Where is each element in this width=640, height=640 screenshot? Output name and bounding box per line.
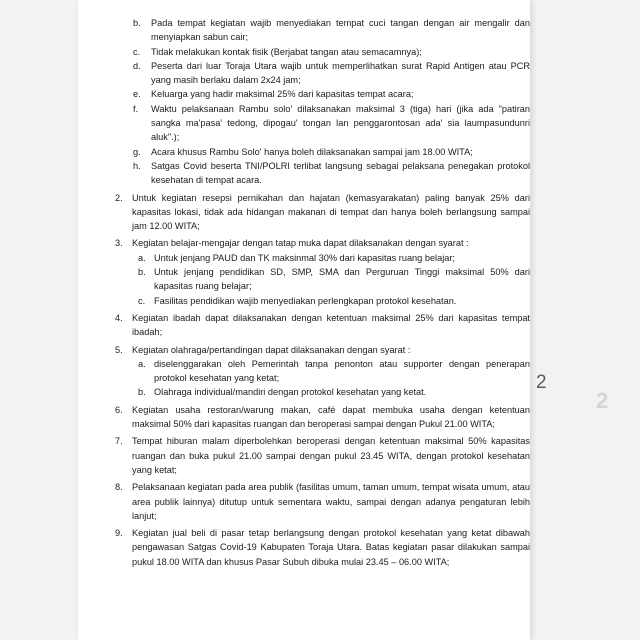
list-item-h: h. Satgas Covid beserta TNI/POLRI terlibat langsung sebagai pelaksana penegakan protokol kesehatan di tempat acara. [133, 160, 530, 186]
document-body [78, 16, 530, 569]
list-item-f: f. Waktu pelaksanaan Rambu solo' dilaksanakan maksimal 3 (tiga) hari (jika ada "patiran sangka ma'pasa' tedong, dipogau' tongan lan penggarontosan ada' sia laumpasundunri aluk".); [133, 103, 530, 143]
page-number: 2 [536, 372, 547, 393]
list-item-5: 5. Kegiatan olahraga/pertandingan dapat dilaksanakan dengan syarat : [115, 344, 411, 355]
list-item-2: 2. Untuk kegiatan resepsi pernikahan dan hajatan (kemasyarakatan) paling banyak 25% dari kapasitas lokasi, tidak ada hidangan makanan di tempat dan hanya boleh berlangsung sampai jam 12.00 WITA; [115, 192, 530, 232]
list-item-e: e. Keluarga yang hadir maksimal 25% dari kapasitas tempat acara; [133, 89, 414, 100]
list-item-8: 8. Pelaksanaan kegiatan pada area publik (fasilitas umum, taman umum, tempat wisata umum, atau area publik lainnya) ditutup untuk sementara waktu, sampai dengan adanya pengaturan lebih lanjut; [115, 482, 530, 521]
document-page [78, 0, 530, 640]
list-item-5a: a. diselenggarakan oleh Pemerintah tanpa penonton atau supporter dengan penerapan protokol kesehatan yang ketat; [138, 358, 530, 384]
list-item-3b: b. Untuk jenjang pendidikan SD, SMP, SMA dan Perguruan Tinggi maksimal 50% dari kapasitas ruang belajar; [138, 267, 530, 292]
list-item-6: 6. Kegiatan usaha restoran/warung makan, café dapat membuka usaha dengan ketentuan maksimal 50% dari kapasitas ruangan dan beroperasi sampai dengan Pukul 21.00 WITA; [115, 404, 530, 430]
list-item-3: 3. Kegiatan belajar-mengajar dengan tatap muka dapat dilaksanakan dengan syarat : [115, 238, 469, 249]
page-number-shadow: 2 [596, 388, 609, 413]
list-item-5b: b. Olahraga individual/mandiri dengan protokol kesehatan yang ketat. [138, 387, 427, 398]
list-item-7: 7. Tempat hiburan malam diperbolehkan beroperasi dengan ketentuan maksimal 50% kapasitas ruangan dan buka pukul 21.00 sampai dengan pukul 23.45 WITA, dengan protokol kesehatan yang ketat; [115, 436, 530, 475]
list-item-c: c. Tidak melakukan kontak fisik (Berjabat tangan atau semacamnya); [133, 46, 422, 57]
list-item-3c: c. Fasilitas pendidikan wajib menyediakan perlengkapan protokol kesehatan. [138, 295, 457, 306]
list-item-4: 4. Kegiatan ibadah dapat dilaksanakan dengan ketentuan maksimal 25% dari kapasitas tempat ibadah; [115, 312, 530, 338]
list-item-3a: a. Untuk jenjang PAUD dan TK maksinmal 30% dari kapasitas ruang belajar; [138, 252, 455, 263]
list-item-9: 9. Kegiatan jual beli di pasar tetap berlangsung dengan protokol kesehatan yang ketat dibawah pengawasan Satgas Covid-19 Kabupaten Toraja Utara. Batas kegiatan pasar dilakukan sampai pukul 18.00 WITA dan khusus Pasar Subuh dibuka mulai 23.45 – 06.00 WITA; [115, 528, 530, 567]
list-item-b: b. Pada tempat kegiatan wajib menyediakan tempat cuci tangan dengan air mengalir dan menyiapkan sabun cair; [133, 18, 530, 43]
list-item-d: d. Peserta dari luar Toraja Utara wajib untuk memperlihatkan surat Rapid Antigen atau PCR yang masih berlaku dalam 2x24 jam; [133, 60, 530, 86]
list-item-g: g. Acara khusus Rambu Solo' hanya boleh dilaksanakan sampai jam 18.00 WITA; [133, 146, 473, 157]
